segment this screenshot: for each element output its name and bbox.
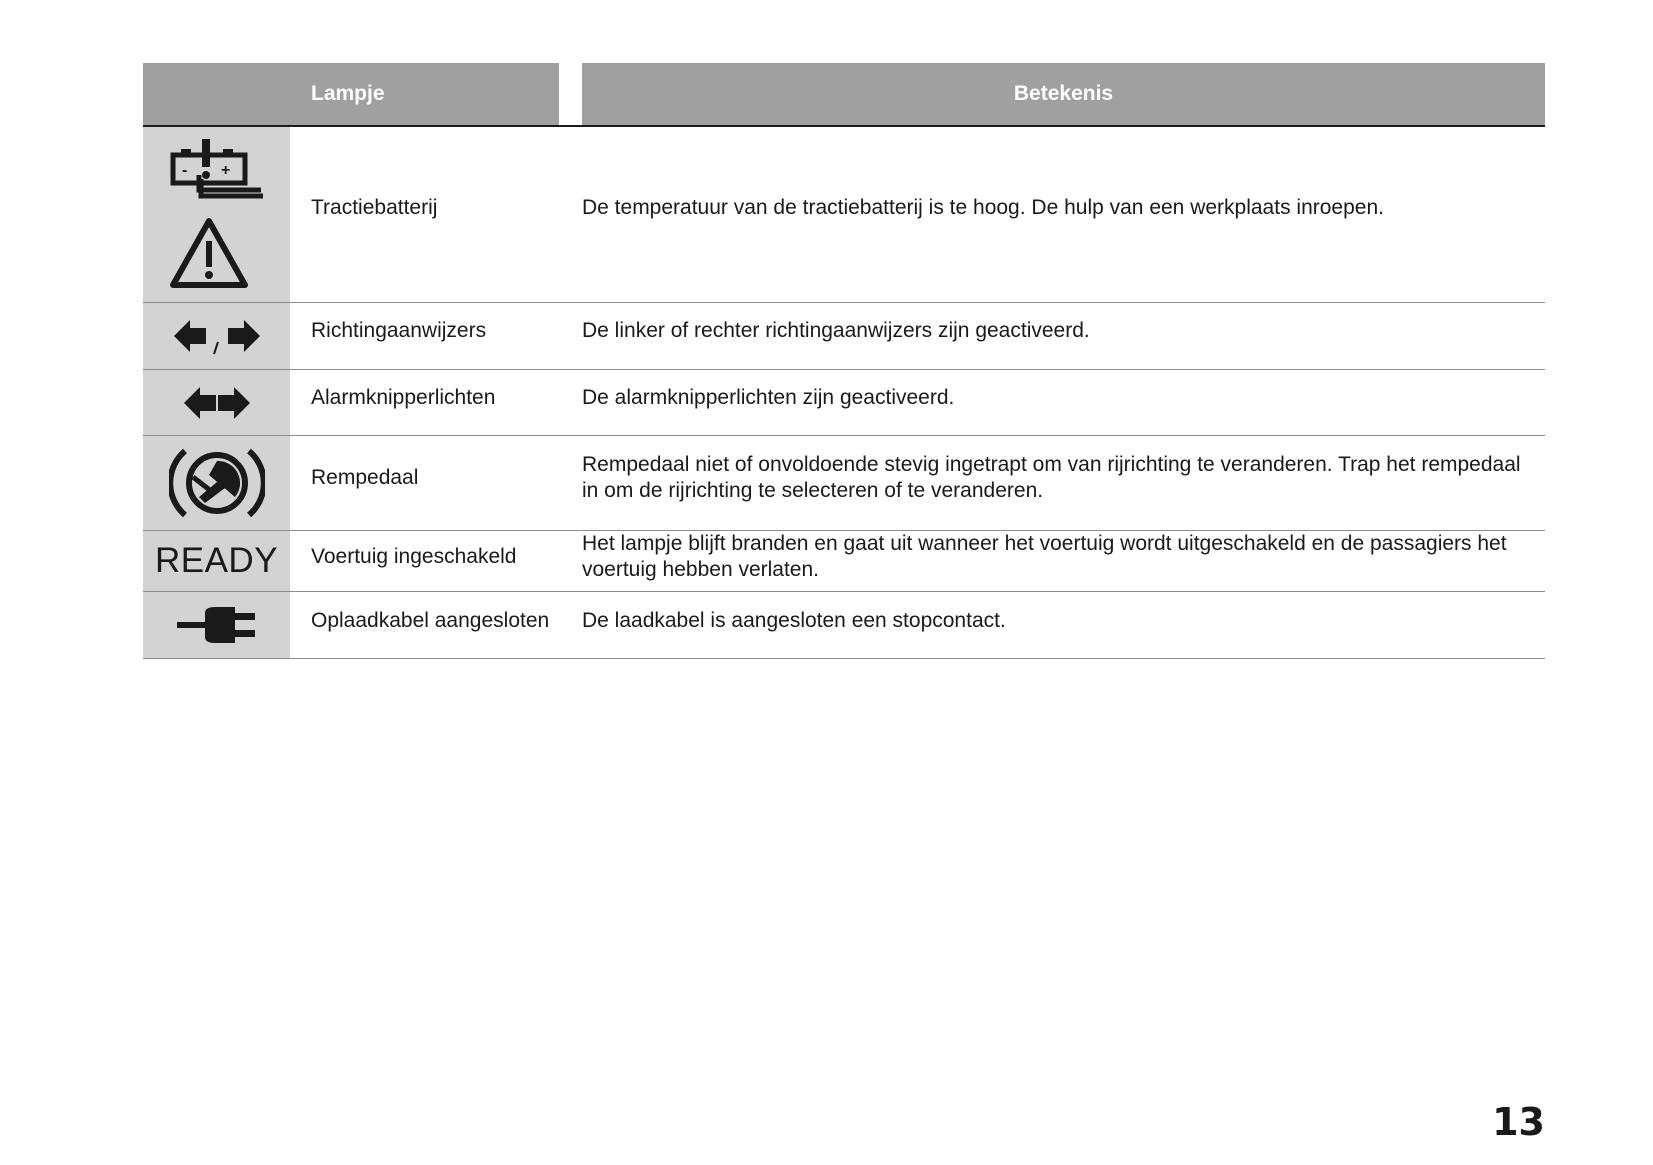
row-lamp-name: Alarmknipperlichten <box>311 386 496 409</box>
svg-text:-: - <box>181 161 187 179</box>
icon-cell <box>143 127 290 302</box>
row-meaning: De temperatuur van de tractiebatterij is te hoog. De hulp van een werkplaats inroepen. <box>582 196 1384 219</box>
table-row <box>143 531 1545 592</box>
row-lamp-name: Voertuig ingeschakeld <box>311 545 517 568</box>
table-row <box>143 127 1545 303</box>
table-row <box>143 592 1545 659</box>
row-meaning: De alarmknipperlichten zijn geactiveerd. <box>582 386 955 409</box>
header-meaning-label: Betekenis <box>1013 82 1114 105</box>
turn-signal-icon <box>172 316 262 356</box>
row-meaning: De linker of rechter richtingaanwijzers zijn geactiveerd. <box>582 319 1090 342</box>
header-lamp-cell <box>143 63 559 125</box>
header-lamp-label: Lampje <box>311 82 385 105</box>
traction-battery-warning-icon <box>167 135 267 295</box>
header-meaning-cell <box>582 63 1545 125</box>
row-lamp-name: Tractiebatterij <box>311 196 438 219</box>
icon-cell <box>143 370 290 435</box>
table-row <box>143 436 1545 531</box>
row-meaning: Het lampje blijft branden en gaat uit wanneer het voertuig wordt uitgeschakeld en de passagiers het voertuig hebben verlaten. <box>582 532 1507 581</box>
row-lamp-name: Richtingaanwijzers <box>311 319 487 342</box>
icon-cell <box>143 303 290 369</box>
brake-pedal-icon <box>169 445 265 521</box>
table-header <box>143 63 1545 125</box>
ready-indicator: READY <box>154 541 279 580</box>
icon-cell <box>143 436 290 530</box>
page-number: 13 <box>1492 1100 1545 1144</box>
svg-text:+: + <box>220 161 230 179</box>
row-lamp-name: Rempedaal <box>311 466 419 489</box>
row-lamp-name: Oplaadkabel aangesloten <box>311 609 550 632</box>
table-row <box>143 303 1545 370</box>
row-meaning: De laadkabel is aangesloten een stopcontact. <box>582 609 1006 632</box>
icon-cell <box>143 531 290 591</box>
hazard-lights-icon <box>182 383 252 423</box>
table-row <box>143 370 1545 436</box>
charging-plug-icon <box>175 605 259 645</box>
icon-cell <box>143 592 290 658</box>
row-meaning: Rempedaal niet of onvoldoende stevig ingetrapt om van rijrichting te veranderen. Trap het rempedaal in om de rijrichting te selecteren of te veranderen. <box>582 453 1521 502</box>
